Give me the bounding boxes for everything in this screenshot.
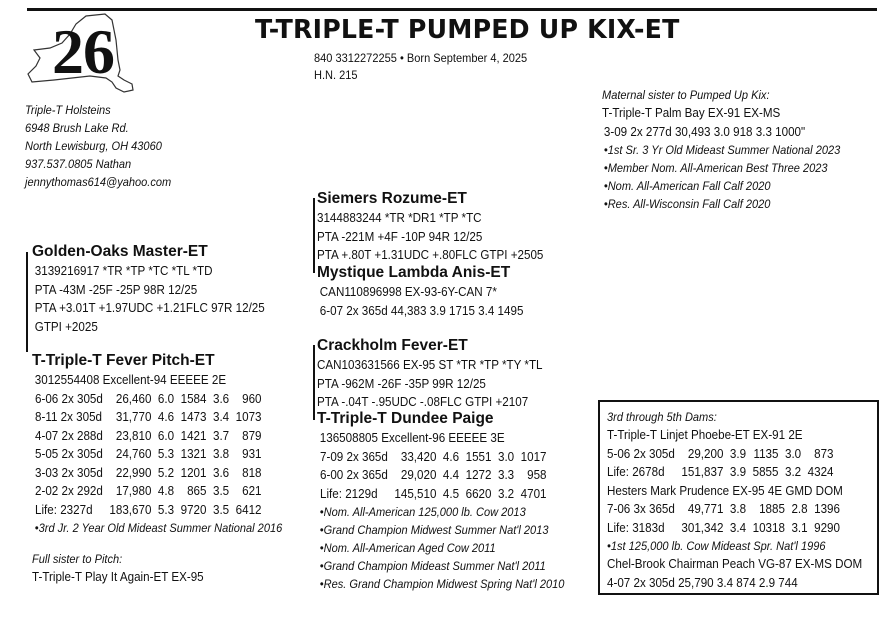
record-cell: 1073 <box>235 410 262 424</box>
consignor-phone: 937.537.0805 Nathan <box>25 157 132 171</box>
record-cell: 6620 <box>465 486 492 501</box>
animal-name-title: T-TRIPLE-T PUMPED UP KIX-ET <box>255 15 680 45</box>
record-row <box>35 390 268 409</box>
dams-dam-honor: •Nom. All-American Aged Cow 2011 <box>319 541 496 555</box>
record-cell: 1135 <box>753 446 779 461</box>
record-cell: 17,980 <box>115 484 152 498</box>
record-row <box>607 519 847 538</box>
record-cell: 3.1 <box>791 520 808 535</box>
sires-dam-block <box>317 263 539 320</box>
dams-dam-name: T-Triple-T Dundee Paige <box>317 410 494 427</box>
dams-3-5-box <box>598 400 879 595</box>
record-row <box>35 501 268 520</box>
fourth-dam-records-table <box>607 500 847 537</box>
fourth-dam-name: Hesters Mark Prudence EX-95 4E GMD DOM <box>607 483 843 498</box>
record-row <box>607 500 847 519</box>
full-sister-block <box>32 550 217 587</box>
consignor-farm: Triple-T Holsteins <box>25 103 111 117</box>
record-cell: 183,670 <box>109 502 152 517</box>
record-row <box>607 463 840 482</box>
record-cell: 3.4 <box>729 520 747 535</box>
record-cell: 5855 <box>752 465 779 479</box>
sire-pta-type: PTA +3.01T +1.97UDC +1.21FLC 97R 12/25 <box>34 301 265 315</box>
record-cell: 1584 <box>180 391 207 406</box>
record-cell: 49,771 <box>687 502 724 516</box>
record-cell: 1396 <box>814 502 840 516</box>
record-cell: 8-11 2x 305d <box>35 410 103 424</box>
record-cell: 1885 <box>759 502 785 516</box>
record-cell: 145,510 <box>394 486 437 501</box>
record-cell: 3.0 <box>784 446 802 461</box>
full-sister-name: T-Triple-T Play It Again-ET EX-95 <box>32 570 204 584</box>
record-cell: 6412 <box>235 502 262 517</box>
maternal-sister-honor: •Nom. All-American Fall Calf 2020 <box>603 179 771 193</box>
dams-sire-pta: PTA -962M -26F -35P 99R 12/25 <box>317 376 486 391</box>
record-cell: 31,770 <box>115 410 152 424</box>
record-cell: 4-07 2x 288d <box>35 428 103 443</box>
record-cell: 960 <box>242 391 262 406</box>
record-row <box>35 408 268 427</box>
record-cell: 4.4 <box>442 468 460 482</box>
record-cell: 29,020 <box>400 468 437 482</box>
record-cell: 3.5 <box>212 502 230 517</box>
registration-line: 840 3312272255 • Born September 4, 2025 <box>314 51 528 65</box>
record-cell: 6.0 <box>157 391 175 406</box>
record-cell: 7-09 2x 365d <box>320 449 388 464</box>
fifth-dam-name: Chel-Brook Chairman Peach VG-87 EX-MS DOM <box>607 557 863 571</box>
record-cell: 301,342 <box>681 520 724 535</box>
record-cell: 5.2 <box>157 465 175 480</box>
fourth-dam-honor: •1st 125,000 lb. Cow Mideast Spr. Nat'l 1996 <box>607 539 826 553</box>
consignor-street: 6948 Brush Lake Rd. <box>25 121 129 135</box>
sires-dam-id: CAN110896998 EX-93-6Y-CAN 7* <box>319 285 497 299</box>
dam-records-table <box>35 390 268 520</box>
record-cell: 1321 <box>180 447 207 461</box>
record-cell: 3.4 <box>212 410 230 424</box>
record-row <box>35 445 268 464</box>
record-cell: Life: 2327d <box>35 502 93 517</box>
record-cell: 6-00 2x 365d <box>320 468 388 482</box>
record-cell: 931 <box>242 447 262 461</box>
pedigree-bracket <box>26 252 28 352</box>
record-cell: 9290 <box>814 520 840 535</box>
record-cell: 1017 <box>520 449 547 464</box>
dams-sire-block <box>317 336 560 412</box>
dam-block <box>32 351 304 537</box>
record-cell: 3.2 <box>784 465 802 479</box>
record-cell: 1473 <box>180 410 207 424</box>
sires-dam-record: 6-07 2x 365d 44,383 3.9 1715 3.4 1495 <box>319 303 524 318</box>
sires-sire-block <box>317 189 560 265</box>
dam-honor: •3rd Jr. 2 Year Old Mideast Summer National 2016 <box>34 521 283 535</box>
pedigree-bracket <box>313 198 315 273</box>
record-cell: Life: 2129d <box>320 486 378 501</box>
sires-sire-pta-type: PTA +.80T +1.31UDC +.80FLC GTPI +2505 <box>317 248 544 262</box>
consignor-city: North Lewisburg, OH 43060 <box>25 139 162 153</box>
record-cell: 9720 <box>180 502 207 517</box>
consignor-block <box>25 101 184 191</box>
sires-sire-pta: PTA -221M +4F -10P 94R 12/25 <box>317 229 483 244</box>
record-cell: Life: 3183d <box>607 520 665 535</box>
dams-dam-id: 136508805 Excellent-96 EEEEE 3E <box>319 431 505 445</box>
maternal-sister-honor: •Member Nom. All-American Best Three 2023 <box>603 161 828 175</box>
record-cell: 151,837 <box>681 465 724 479</box>
dams-dam-honor: •Grand Champion Mideast Summer Nat'l 2011 <box>319 559 546 573</box>
sire-block <box>32 242 282 336</box>
record-cell: 3.9 <box>729 446 747 461</box>
maternal-sister-honor: •Res. All-Wisconsin Fall Calf 2020 <box>603 197 771 211</box>
herd-number: H.N. 215 <box>314 68 358 82</box>
dams-dam-records-table <box>320 448 553 504</box>
sires-dam-name: Mystique Lambda Anis-ET <box>317 264 511 281</box>
sire-name: Golden-Oaks Master-ET <box>32 243 208 260</box>
record-cell: 29,200 <box>687 446 724 461</box>
record-cell: 3.0 <box>497 449 515 464</box>
dams-dam-honor: •Nom. All-American 125,000 lb. Cow 2013 <box>319 505 526 519</box>
record-cell: 4.6 <box>157 410 175 424</box>
record-cell: 879 <box>242 428 262 443</box>
dams-dam-honor: •Grand Champion Midwest Summer Nat'l 2013 <box>319 523 549 537</box>
fifth-dam-record: 4-07 2x 305d 25,790 3.4 874 2.9 744 <box>607 575 798 590</box>
record-cell: 23,810 <box>115 428 152 443</box>
record-cell: 5-06 2x 305d <box>607 446 675 461</box>
lot-number: 26 <box>52 16 114 87</box>
full-sister-heading: Full sister to Pitch: <box>32 552 123 566</box>
dams-box-heading: 3rd through 5th Dams: <box>607 410 717 424</box>
dam-name: T-Triple-T Fever Pitch-ET <box>32 352 215 369</box>
record-cell: 6-06 2x 305d <box>35 391 103 406</box>
record-cell: 2.8 <box>791 502 808 516</box>
record-cell: 3.6 <box>212 465 230 480</box>
maternal-sister-name: T-Triple-T Palm Bay EX-91 EX-MS <box>602 106 781 120</box>
record-cell: 3.5 <box>212 484 230 498</box>
pedigree-bracket <box>313 345 315 420</box>
record-cell: 2-02 2x 292d <box>35 484 103 498</box>
dams-sire-id: CAN103631566 EX-95 ST *TR *TP *TY *TL <box>317 358 543 372</box>
record-row <box>35 482 268 501</box>
sire-pta: PTA -43M -25F -25P 98R 12/25 <box>34 282 198 297</box>
dams-dam-block <box>317 409 586 593</box>
sires-sire-id: 3144883244 *TR *DR1 *TP *TC <box>317 211 482 225</box>
third-dam-name: T-Triple-T Linjet Phoebe-ET EX-91 2E <box>607 428 803 442</box>
record-cell: 3-03 2x 305d <box>35 465 103 480</box>
record-cell: 873 <box>814 446 834 461</box>
record-cell: 3.3 <box>497 468 515 482</box>
record-cell: 4701 <box>520 486 547 501</box>
record-row <box>35 464 268 483</box>
record-cell: 4.6 <box>442 449 460 464</box>
record-cell: 5.3 <box>157 447 175 461</box>
record-cell: 33,420 <box>400 449 437 464</box>
record-cell: 3.8 <box>212 447 230 461</box>
sires-sire-name: Siemers Rozume-ET <box>317 190 467 207</box>
record-cell: 22,990 <box>115 465 152 480</box>
record-cell: 24,760 <box>115 447 152 461</box>
record-cell: 26,460 <box>115 391 152 406</box>
record-cell: 3.9 <box>729 465 747 479</box>
record-row <box>320 466 553 485</box>
header-rule <box>27 8 877 11</box>
record-cell: 865 <box>187 484 207 498</box>
record-cell: 4324 <box>807 465 834 479</box>
record-cell: 621 <box>242 484 262 498</box>
record-cell: 3.6 <box>212 391 230 406</box>
record-row <box>320 448 553 467</box>
record-cell: 6.0 <box>157 428 175 443</box>
record-cell: 1272 <box>465 468 492 482</box>
record-cell: 7-06 3x 365d <box>607 502 675 516</box>
record-cell: 5.3 <box>157 502 175 517</box>
maternal-sister-heading: Maternal sister to Pumped Up Kix: <box>602 88 770 102</box>
record-cell: 10318 <box>752 520 785 535</box>
record-cell: 3.8 <box>729 502 747 516</box>
record-cell: 1551 <box>465 449 492 464</box>
record-cell: 3.2 <box>497 486 515 501</box>
record-row <box>35 427 268 446</box>
dams-sire-pta-type: PTA -.04T -.95UDC -.08FLC GTPI +2107 <box>317 395 529 409</box>
maternal-sister-block <box>602 86 861 213</box>
dams-dam-honor: •Res. Grand Champion Midwest Spring Nat'l 2010 <box>319 577 565 591</box>
record-cell: 5-05 2x 305d <box>35 447 103 461</box>
record-cell: 4.5 <box>442 486 460 501</box>
sire-id: 3139216917 *TR *TP *TC *TL *TD <box>34 264 213 278</box>
record-cell: 958 <box>527 468 547 482</box>
record-row <box>320 485 553 504</box>
maternal-sister-honor: •1st Sr. 3 Yr Old Mideast Summer National 2023 <box>603 143 841 157</box>
sire-gtpi: GTPI +2025 <box>34 319 98 334</box>
record-cell: 818 <box>242 465 262 480</box>
record-cell: 3.7 <box>212 428 230 443</box>
consignor-email[interactable]: jennythomas614@yahoo.com <box>25 175 172 189</box>
record-cell: 1421 <box>180 428 207 443</box>
dams-sire-name: Crackholm Fever-ET <box>317 337 468 354</box>
record-cell: Life: 2678d <box>607 465 665 479</box>
dam-id: 3012554408 Excellent-94 EEEEE 2E <box>34 373 227 387</box>
record-cell: 1201 <box>180 465 207 480</box>
maternal-sister-record: 3-09 2x 277d 30,493 3.0 918 3.3 1000" <box>603 124 806 139</box>
record-row <box>607 445 840 464</box>
record-cell: 4.8 <box>157 484 175 498</box>
third-dam-records-table <box>607 445 840 482</box>
